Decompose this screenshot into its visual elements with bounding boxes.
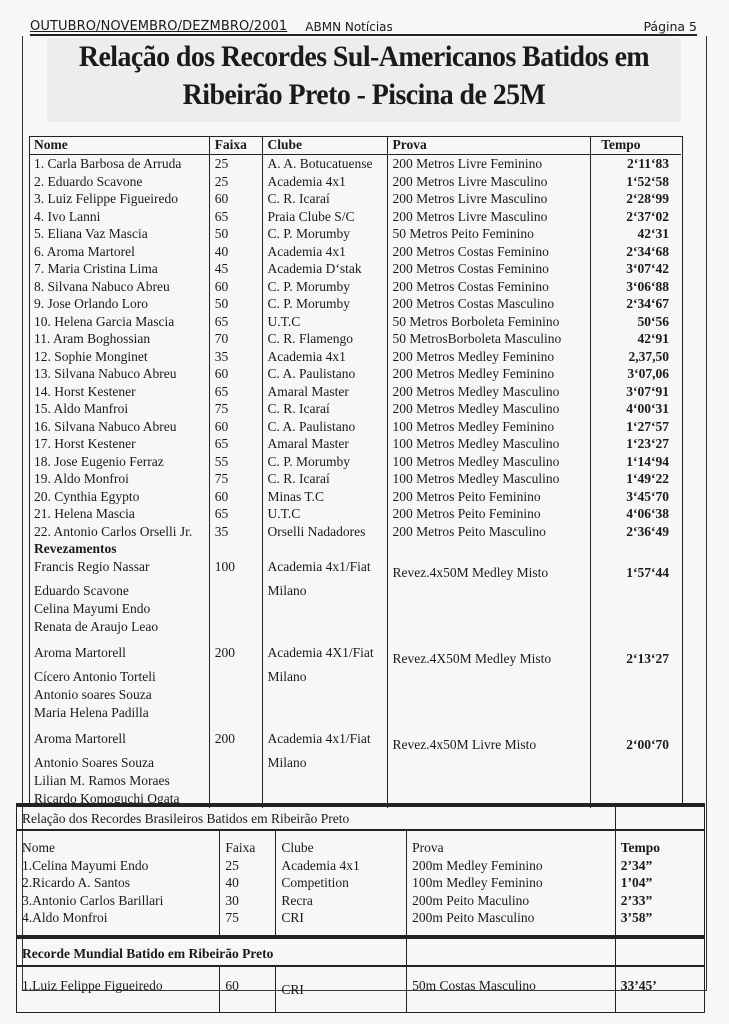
cell-prova: 200 Metros Peito Feminino — [387, 505, 591, 523]
cell-tempo: 3’58” — [620, 910, 653, 925]
cell-prova: 200 Metros Costas Feminino — [387, 278, 591, 296]
table-row — [29, 155, 681, 173]
cell-tempo: 4‘06‘38 — [626, 506, 669, 521]
cell-clube: Competition — [276, 874, 407, 892]
cell-clube: Academia 4x1 — [262, 243, 387, 261]
cell-nome: 12. Sophie Monginet — [29, 348, 209, 366]
relay-clube: Academia 4x1/Fiat — [262, 558, 387, 582]
cell-clube: C. R. Icaraí — [262, 400, 387, 418]
cell-clube: A. A. Botucatuense — [262, 155, 387, 173]
empty-cell — [262, 704, 387, 722]
cell-clube: CRI — [276, 966, 407, 1013]
cell-tempo: 1‘14‘94 — [626, 453, 669, 469]
empty-cell — [262, 686, 387, 704]
cell-tempo: 42‘91 — [637, 331, 669, 346]
cell-tempo: 1‘27‘57 — [626, 418, 669, 434]
cell-nome: 16. Silvana Nabuco Abreu — [29, 418, 209, 436]
relay-swimmer: Ricardo Komoguchi Ogata — [29, 790, 209, 808]
cell-faixa: 75 — [209, 470, 262, 488]
empty-cell — [591, 772, 681, 790]
relay-clube: Milano — [262, 668, 387, 686]
cell-nome: 8. Silvana Nabuco Abreu — [29, 278, 209, 296]
empty-cell — [591, 754, 681, 772]
cell-faixa: 60 — [220, 966, 276, 1013]
cell-nome: 10. Helena Garcia Mascia — [29, 313, 209, 331]
cell-prova: 100 Metros Medley Masculino — [387, 470, 591, 488]
cell-faixa: 60 — [209, 488, 262, 506]
table-row — [29, 295, 681, 313]
cell-faixa: 45 — [209, 260, 262, 278]
relay-faixa: 200 — [209, 730, 262, 754]
empty-cell — [387, 704, 591, 722]
cell-clube: C. P. Morumby — [262, 453, 387, 471]
cell-nome: 1.Celina Mayumi Endo — [17, 857, 220, 875]
relay-faixa: 100 — [209, 558, 262, 582]
cell-clube: C. R. Flamengo — [262, 330, 387, 348]
empty-cell — [209, 582, 262, 600]
table-row — [29, 243, 681, 261]
empty-cell — [387, 668, 591, 686]
empty-cell — [591, 582, 681, 600]
spacer-row — [29, 636, 681, 644]
empty-cell — [262, 722, 387, 730]
brazil-col-tempo: Tempo — [615, 830, 704, 857]
cell-tempo: 4‘00‘31 — [626, 401, 669, 416]
empty-cell — [29, 636, 209, 644]
cell-faixa: 40 — [209, 243, 262, 261]
table-row — [29, 365, 681, 383]
cell-clube: Praia Clube S/C — [262, 208, 387, 226]
cell-tempo: 2’33” — [620, 892, 653, 908]
table-row — [17, 874, 705, 892]
cell-clube: C. P. Morumby — [262, 278, 387, 296]
cell-clube: Amaral Master — [262, 435, 387, 453]
table-row — [29, 225, 681, 243]
cell-nome: 22. Antonio Carlos Orselli Jr. — [29, 523, 209, 541]
empty-cell — [387, 754, 591, 772]
col-header-clube: Clube — [262, 136, 387, 155]
empty-cell — [262, 772, 387, 790]
cell-clube: C. A. Paulistano — [262, 418, 387, 436]
cell-faixa: 30 — [220, 892, 276, 910]
cell-tempo: 1‘52‘58 — [626, 173, 669, 189]
cell-tempo: 3‘45‘70 — [626, 488, 669, 504]
cell-clube: C. R. Icaraí — [262, 190, 387, 208]
cell-clube: Minas T.C — [262, 488, 387, 506]
cell-tempo: 2,37,50 — [628, 348, 669, 364]
empty-cell — [262, 540, 387, 558]
relay-row — [29, 644, 681, 668]
cell-prova: 50m Costas Masculino — [407, 966, 616, 1013]
cell-faixa: 60 — [209, 278, 262, 296]
empty-cell — [29, 722, 209, 730]
relay-swimmer: Renata de Araujo Leao — [29, 618, 209, 636]
publication-name: ABMN Notícias — [305, 20, 393, 34]
cell-prova: 200m Peito Maculino — [407, 892, 616, 910]
cell-nome: 15. Aldo Manfroi — [29, 400, 209, 418]
cell-prova: 200 Metros Peito Feminino — [387, 488, 591, 506]
cell-prova: 200 Metros Livre Masculino — [387, 173, 591, 191]
cell-prova: 200 Metros Costas Feminino — [387, 260, 591, 278]
table-row — [17, 966, 705, 1013]
cell-faixa: 65 — [209, 208, 262, 226]
cell-tempo: 2‘37‘02 — [626, 208, 669, 224]
cell-faixa: 65 — [209, 313, 262, 331]
table-row — [29, 488, 681, 506]
cell-faixa: 60 — [209, 418, 262, 436]
cell-faixa: 65 — [209, 505, 262, 523]
empty-cell — [387, 618, 591, 636]
empty-cell — [387, 636, 591, 644]
issue-date: OUTUBRO/NOVEMBRO/DEZMBRO/2001 — [30, 19, 288, 34]
cell-clube: U.T.C — [262, 505, 387, 523]
table-row — [29, 383, 681, 401]
spacer-row — [29, 722, 681, 730]
empty-cell — [591, 704, 681, 722]
cell-nome: 9. Jose Orlando Loro — [29, 295, 209, 313]
cell-tempo: 2‘28‘99 — [626, 191, 669, 206]
relay-swimmer: Francis Regio Nassar — [29, 558, 209, 582]
cell-nome: 7. Maria Cristina Lima — [29, 260, 209, 278]
cell-faixa: 40 — [220, 874, 276, 892]
table-header-row — [29, 136, 681, 155]
cell-tempo: 42‘31 — [637, 226, 669, 241]
empty-cell — [262, 600, 387, 618]
empty-cell — [262, 618, 387, 636]
cell-tempo: 33’45’ — [615, 966, 704, 1013]
empty-cell — [591, 540, 681, 558]
empty-cell — [387, 582, 591, 600]
cell-clube: C. R. Icaraí — [262, 470, 387, 488]
cell-tempo: 2’34” — [620, 857, 653, 873]
brazil-heading-row — [17, 805, 705, 830]
col-header-nome: Nome — [29, 136, 209, 155]
table-row — [17, 909, 705, 937]
col-header-faixa: Faixa — [209, 136, 262, 155]
empty-cell — [615, 805, 704, 830]
table-row — [17, 892, 705, 910]
cell-nome: 3. Luiz Felippe Figueiredo — [29, 190, 209, 208]
cell-prova: 200 Metros Medley Masculino — [387, 400, 591, 418]
cell-faixa: 50 — [209, 225, 262, 243]
empty-cell — [387, 600, 591, 618]
cell-tempo: 2‘11‘83 — [627, 156, 669, 171]
empty-cell — [387, 686, 591, 704]
relay-row — [29, 754, 681, 772]
empty-cell — [209, 668, 262, 686]
cell-prova: 50 MetrosBorboleta Masculino — [387, 330, 591, 348]
table-row — [29, 505, 681, 523]
cell-clube: Academia 4x1 — [276, 857, 407, 875]
cell-tempo: 50‘56 — [637, 313, 669, 329]
world-heading-row — [17, 937, 705, 966]
relay-prova: Revez.4x50M Livre Misto — [387, 730, 591, 754]
relay-swimmer: Maria Helena Padilla — [29, 704, 209, 722]
col-header-prova: Prova — [387, 136, 591, 155]
table-row — [29, 208, 681, 226]
relay-tempo: 2‘00‘70 — [626, 736, 669, 752]
cell-nome: 1.Luiz Felippe Figueiredo — [17, 966, 220, 1013]
empty-cell — [209, 600, 262, 618]
cell-prova: 200 Metros Medley Masculino — [387, 383, 591, 401]
empty-cell — [387, 722, 591, 730]
cell-faixa: 25 — [209, 173, 262, 191]
relay-tempo: 2‘13‘27 — [626, 650, 669, 666]
empty-cell — [387, 540, 591, 558]
cell-nome: 4. Ivo Lanni — [29, 208, 209, 226]
cell-nome: 3.Antonio Carlos Barillari — [17, 892, 220, 910]
empty-cell — [591, 686, 681, 704]
empty-cell — [262, 636, 387, 644]
cell-faixa: 35 — [209, 523, 262, 541]
cell-faixa: 50 — [209, 295, 262, 313]
cell-nome: 5. Eliana Vaz Mascia — [29, 225, 209, 243]
cell-prova: 200 Metros Medley Feminino — [387, 348, 591, 366]
cell-tempo: 2‘34‘68 — [626, 243, 669, 259]
relay-swimmer: Eduardo Scavone — [29, 582, 209, 600]
cell-clube: Recra — [276, 892, 407, 910]
relay-swimmer: Aroma Martorell — [29, 730, 209, 754]
cell-tempo: 2‘34‘67 — [626, 296, 669, 311]
table-row — [29, 173, 681, 191]
cell-prova: 200 Metros Costas Feminino — [387, 243, 591, 261]
relay-row — [29, 558, 681, 582]
empty-cell — [209, 636, 262, 644]
empty-cell — [591, 722, 681, 730]
cell-prova: 200m Peito Masculino — [407, 909, 616, 937]
cell-prova: 200 Metros Costas Masculino — [387, 295, 591, 313]
relay-prova: Revez.4X50M Medley Misto — [387, 644, 591, 668]
empty-cell — [209, 686, 262, 704]
relay-row — [29, 600, 681, 618]
table-row — [29, 470, 681, 488]
cell-nome: 11. Aram Boghossian — [29, 330, 209, 348]
empty-cell — [615, 937, 704, 966]
brazil-world-records-table — [16, 803, 705, 1013]
empty-cell — [209, 704, 262, 722]
page-title — [47, 38, 681, 122]
relay-row — [29, 704, 681, 722]
cell-tempo: 3‘07‘91 — [626, 383, 669, 399]
cell-faixa: 70 — [209, 330, 262, 348]
empty-cell — [209, 772, 262, 790]
empty-cell — [591, 668, 681, 686]
cell-prova: 50 Metros Borboleta Feminino — [387, 313, 591, 331]
cell-nome: 20. Cynthia Egypto — [29, 488, 209, 506]
empty-cell — [591, 636, 681, 644]
empty-cell — [407, 937, 616, 966]
cell-tempo: 2‘36‘49 — [626, 523, 669, 539]
empty-cell — [209, 722, 262, 730]
relay-clube: Milano — [262, 582, 387, 600]
table-row — [29, 400, 681, 418]
relays-heading-row — [29, 540, 681, 558]
cell-clube: C. P. Morumby — [262, 295, 387, 313]
cell-nome: 13. Silvana Nabuco Abreu — [29, 365, 209, 383]
cell-prova: 200 Metros Medley Feminino — [387, 365, 591, 383]
cell-faixa: 65 — [209, 383, 262, 401]
cell-nome: 1. Carla Barbosa de Arruda — [29, 155, 209, 173]
relay-prova: Revez.4x50M Medley Misto — [387, 558, 591, 582]
relay-clube: Academia 4x1/Fiat — [262, 730, 387, 754]
col-header-tempo: Tempo — [591, 136, 681, 155]
cell-faixa: 75 — [209, 400, 262, 418]
page-header — [30, 15, 697, 36]
relay-row — [29, 730, 681, 754]
relay-row — [29, 668, 681, 686]
table-row — [29, 453, 681, 471]
relay-row — [29, 618, 681, 636]
cell-prova: 50 Metros Peito Feminino — [387, 225, 591, 243]
table-row — [17, 857, 705, 875]
cell-nome: 14. Horst Kestener — [29, 383, 209, 401]
empty-cell — [209, 618, 262, 636]
cell-faixa: 25 — [220, 857, 276, 875]
cell-prova: 100m Medley Feminino — [407, 874, 616, 892]
cell-prova: 100 Metros Medley Feminino — [387, 418, 591, 436]
relay-clube: Milano — [262, 754, 387, 772]
cell-clube: Academia 4x1 — [262, 173, 387, 191]
cell-clube: Academia 4x1 — [262, 348, 387, 366]
table-row — [29, 330, 681, 348]
brazil-header-row — [17, 830, 705, 857]
cell-nome: 6. Aroma Martorel — [29, 243, 209, 261]
title-line-1: Relação dos Recordes Sul-Americanos Batidos em — [78, 40, 650, 73]
cell-faixa: 35 — [209, 348, 262, 366]
table-row — [29, 278, 681, 296]
cell-faixa: 60 — [209, 190, 262, 208]
cell-tempo: 1‘49‘22 — [626, 471, 669, 486]
cell-faixa: 75 — [220, 909, 276, 937]
relay-swimmer: Celina Mayumi Endo — [29, 600, 209, 618]
cell-clube: C. A. Paulistano — [262, 365, 387, 383]
relay-tempo: 1‘57‘44 — [626, 564, 669, 580]
cell-prova: 200 Metros Livre Masculino — [387, 208, 591, 226]
relay-swimmer: Antonio soares Souza — [29, 686, 209, 704]
cell-clube: C. P. Morumby — [262, 225, 387, 243]
world-heading: Recorde Mundial Batido em Ribeirão Preto — [17, 937, 407, 966]
table-row — [29, 418, 681, 436]
table-row — [29, 313, 681, 331]
empty-cell — [209, 754, 262, 772]
table-row — [29, 435, 681, 453]
cell-faixa: 60 — [209, 365, 262, 383]
cell-clube: Academia D‘stak — [262, 260, 387, 278]
cell-nome: 18. Jose Eugenio Ferraz — [29, 453, 209, 471]
relay-swimmer: Lilian M. Ramos Moraes — [29, 772, 209, 790]
cell-prova: 200 Metros Livre Masculino — [387, 190, 591, 208]
brazil-col-prova: Prova — [407, 830, 616, 857]
cell-clube: Amaral Master — [262, 383, 387, 401]
empty-cell — [387, 772, 591, 790]
cell-tempo: 3‘06‘88 — [626, 278, 669, 294]
empty-cell — [591, 618, 681, 636]
cell-prova: 200 Metros Peito Masculino — [387, 523, 591, 541]
title-line-2: Ribeirão Preto - Piscina de 25M — [182, 78, 546, 111]
brazil-heading: Relação dos Recordes Brasileiros Batidos em Ribeirão Preto — [17, 805, 616, 830]
cell-tempo: 3‘07‘42 — [626, 261, 669, 276]
brazil-col-faixa: Faixa — [220, 830, 276, 857]
cell-faixa: 65 — [209, 435, 262, 453]
cell-prova: 200m Medley Feminino — [407, 857, 616, 875]
cell-nome: 2. Eduardo Scavone — [29, 173, 209, 191]
cell-nome: 2.Ricardo A. Santos — [17, 874, 220, 892]
table-row — [29, 523, 681, 541]
cell-nome: 4.Aldo Monfroi — [17, 909, 220, 937]
relay-row — [29, 582, 681, 600]
cell-faixa: 55 — [209, 453, 262, 471]
cell-tempo: 1‘23‘27 — [626, 436, 669, 451]
page-number: Página 5 — [643, 19, 697, 34]
brazil-col-nome: Nome — [17, 830, 220, 857]
empty-cell — [591, 600, 681, 618]
relay-swimmer: Cícero Antonio Torteli — [29, 668, 209, 686]
brazil-col-clube: Clube — [276, 830, 407, 857]
table-row — [29, 260, 681, 278]
cell-prova: 100 Metros Medley Masculino — [387, 453, 591, 471]
cell-prova: 200 Metros Livre Feminino — [387, 155, 591, 173]
cell-clube: U.T.C — [262, 313, 387, 331]
cell-clube: Orselli Nadadores — [262, 523, 387, 541]
relays-heading: Revezamentos — [29, 540, 209, 558]
cell-tempo: 3‘07,06 — [627, 366, 669, 381]
cell-nome: 21. Helena Mascia — [29, 505, 209, 523]
relay-swimmer: Aroma Martorell — [29, 644, 209, 668]
table-row — [29, 348, 681, 366]
cell-clube: CRI — [276, 909, 407, 937]
cell-tempo: 1’04” — [620, 875, 653, 890]
cell-prova: 100 Metros Medley Masculino — [387, 435, 591, 453]
relay-swimmer: Antonio Soares Souza — [29, 754, 209, 772]
cell-nome: 17. Horst Kestener — [29, 435, 209, 453]
relay-clube: Academia 4X1/Fiat — [262, 644, 387, 668]
empty-cell — [209, 540, 262, 558]
relay-faixa: 200 — [209, 644, 262, 668]
relay-row — [29, 772, 681, 790]
cell-nome: 19. Aldo Monfroi — [29, 470, 209, 488]
cell-faixa: 25 — [209, 155, 262, 173]
table-row — [29, 190, 681, 208]
relay-row — [29, 686, 681, 704]
south-american-records-table — [29, 136, 681, 808]
